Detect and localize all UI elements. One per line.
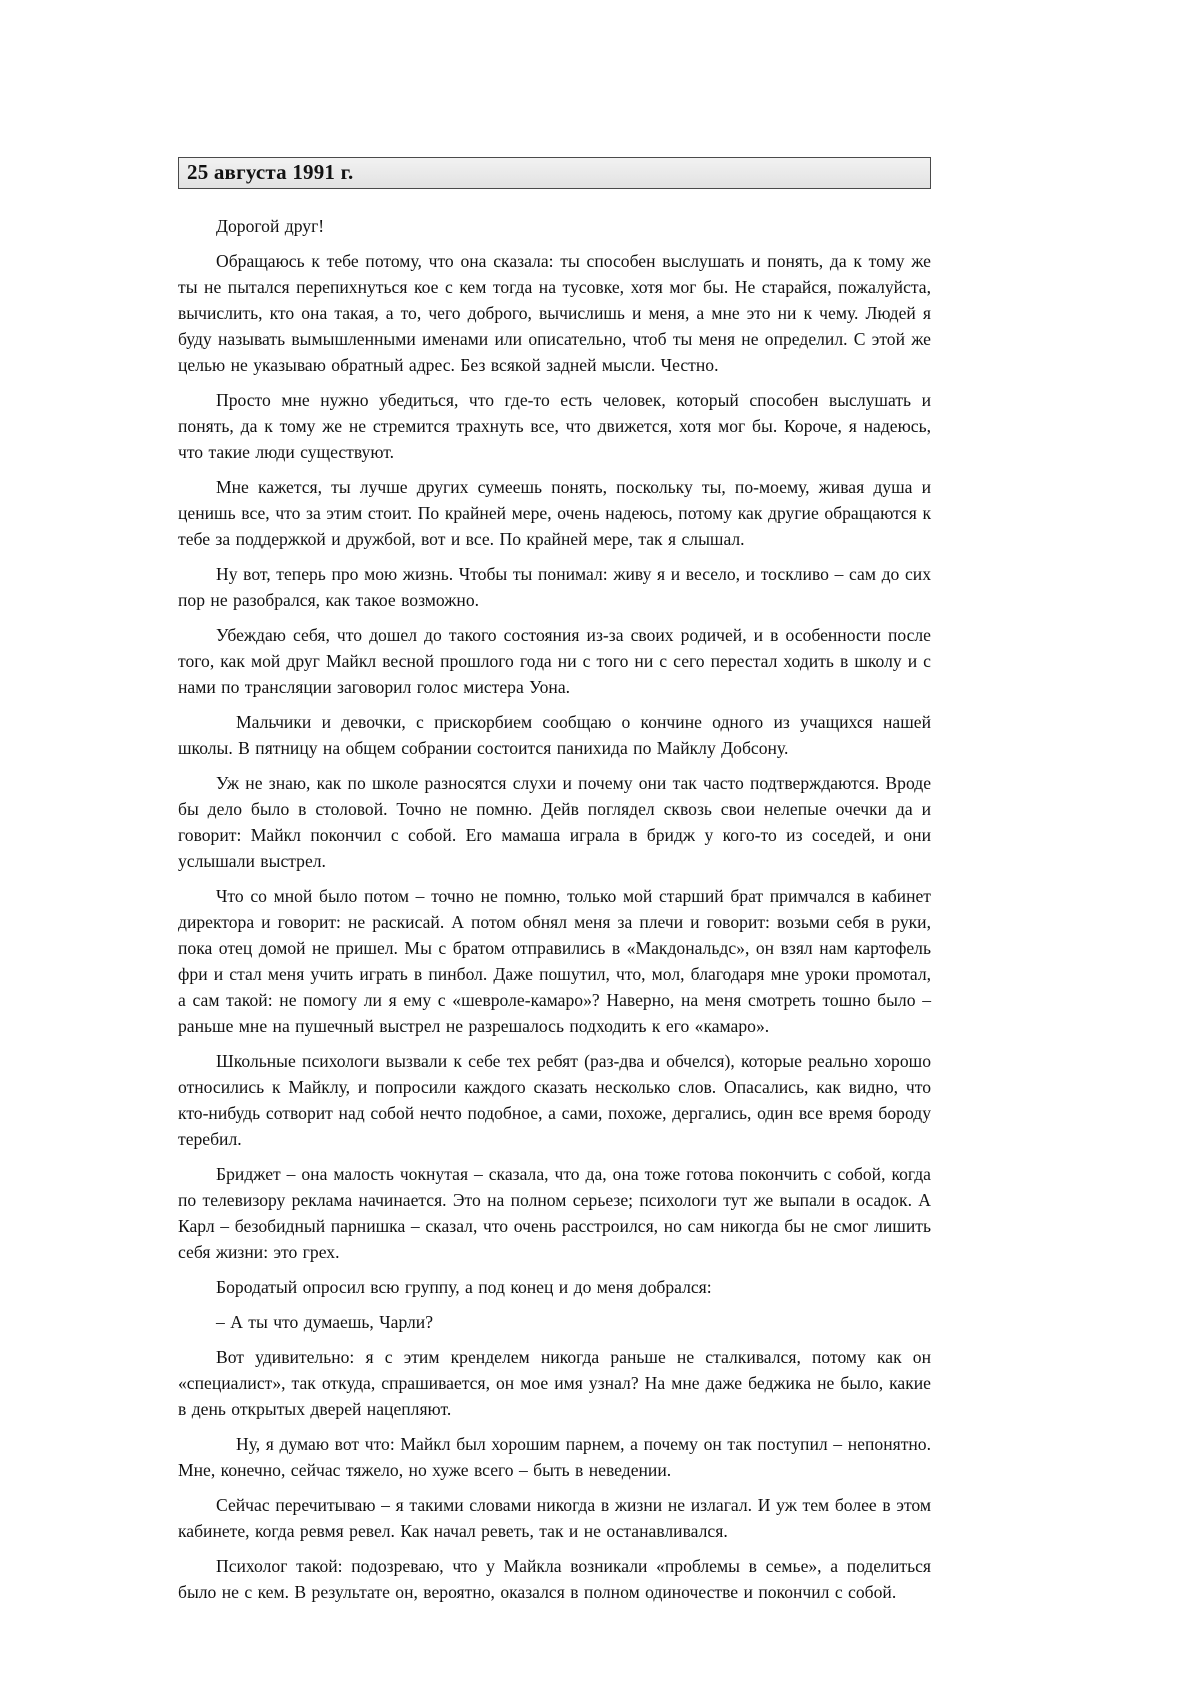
paragraph: Что со мной было потом – точно не помню, только мой старший брат примчался в кабинет директора и говорит: не раскисай. А потом обнял меня за плечи и говорит: возьми себя в руки, пока отец домой не пришел. Мы с братом отправились в «Макдональдс», он взял нам картофель фри и стал меня учить играть в пинбол. Даже пошутил, что, мол, благодаря мне уроки промотал, а сам такой: не помогу ли я ему с «шевроле-камаро»? Наверно, на меня смотреть тошно было – раньше мне на пушечный выстрел не разрешалось подходить к его «камаро». (178, 886, 931, 1036)
letter-content (178, 157, 931, 1614)
paragraph: Вот удивительно: я с этим кренделем никогда раньше не сталкивался, потому как он «специалист», так откуда, спрашивается, он мое имя узнал? На мне даже беджика не было, какие в день открытых дверей нацепляют. (178, 1347, 931, 1419)
paragraph: Уж не знаю, как по школе разносятся слухи и почему они так часто подтверждаются. Вроде бы дело было в столовой. Точно не помню. Дейв поглядел сквозь свои нелепые очечки да и говорит: Майкл покончил с собой. Его мамаша играла в бридж у кого-то из соседей, и они услышали выстрел. (178, 773, 931, 871)
letter-body (178, 213, 931, 1605)
paragraph: Бородатый опросил всю группу, а под конец и до меня добрался: (216, 1277, 712, 1297)
paragraph: Сейчас перечитываю – я такими словами никогда в жизни не излагал. И уж тем более в этом кабинете, когда ревмя ревел. Как начал реветь, так и не останавливался. (178, 1495, 931, 1541)
paragraph: Убеждаю себя, что дошел до такого состояния из-за своих родичей, и в особенности после того, как мой друг Майкл весной прошлого года ни с того ни с сего перестал ходить в школу и с нами по трансляции заговорил голос мистера Уона. (178, 625, 931, 697)
letter-greeting: Дорогой друг! (216, 216, 325, 236)
announcement-paragraph: Мальчики и девочки, с прискорбием сообщаю о кончине одного из учащихся нашей школы. В пятницу на общем собрании состоится панихида по Майклу Добсону. (178, 712, 931, 758)
paragraph: Ну, я думаю вот что: Майкл был хорошим парнем, а почему он так поступил – непонятно. Мне, конечно, сейчас тяжело, но хуже всего – быть в неведении. (178, 1434, 931, 1480)
dialogue-line: – А ты что думаешь, Чарли? (216, 1312, 434, 1332)
paragraph: Школьные психологи вызвали к себе тех ребят (раз-два и обчелся), которые реально хорошо относились к Майклу, и попросили каждого сказать несколько слов. Опасались, как видно, что кто-нибудь сотворит над собой нечто подобное, а сами, похоже, дергались, один все время бороду теребил. (178, 1051, 931, 1149)
paragraph: Бриджет – она малость чокнутая – сказала, что да, она тоже готова покончить с собой, когда по телевизору реклама начинается. Это на полном серьезе; психологи тут же выпали в осадок. А Карл – безобидный парнишка – сказал, что очень расстроился, но сам никогда бы не смог лишить себя жизни: это грех. (178, 1164, 931, 1262)
paragraph: Психолог такой: подозреваю, что у Майкла возникали «проблемы в семье», а поделиться было не с кем. В результате он, вероятно, оказался в полном одиночестве и покончил с собой. (178, 1556, 931, 1602)
paragraph: Просто мне нужно убедиться, что где-то есть человек, который способен выслушать и понять, да к тому же не стремится трахнуть все, что движется, хотя мог бы. Короче, я надеюсь, что такие люди существуют. (178, 390, 931, 462)
paragraph: Ну вот, теперь про мою жизнь. Чтобы ты понимал: живу я и весело, и тоскливо – сам до сих пор не разобрался, как такое возможно. (178, 564, 931, 610)
paragraph: Обращаюсь к тебе потому, что она сказала: ты способен выслушать и понять, да к тому же ты не пытался перепихнуться кое с кем тогда на тусовке, хотя мог бы. Не старайся, пожалуйста, вычислить, кто она такая, а то, чего доброго, вычислишь и меня, а мне это ни к чему. Людей я буду называть вымышленными именами или описательно, чтоб ты меня не определил. С этой же целью не указываю обратный адрес. Без всякой задней мысли. Честно. (178, 251, 931, 375)
paragraph: Мне кажется, ты лучше других сумеешь понять, поскольку ты, по-моему, живая душа и ценишь все, что за этим стоит. По крайней мере, очень надеюсь, потому как другие обращаются к тебе за поддержкой и дружбой, вот и все. По крайней мере, так я слышал. (178, 477, 931, 549)
date-header: 25 августа 1991 г. (178, 157, 931, 189)
